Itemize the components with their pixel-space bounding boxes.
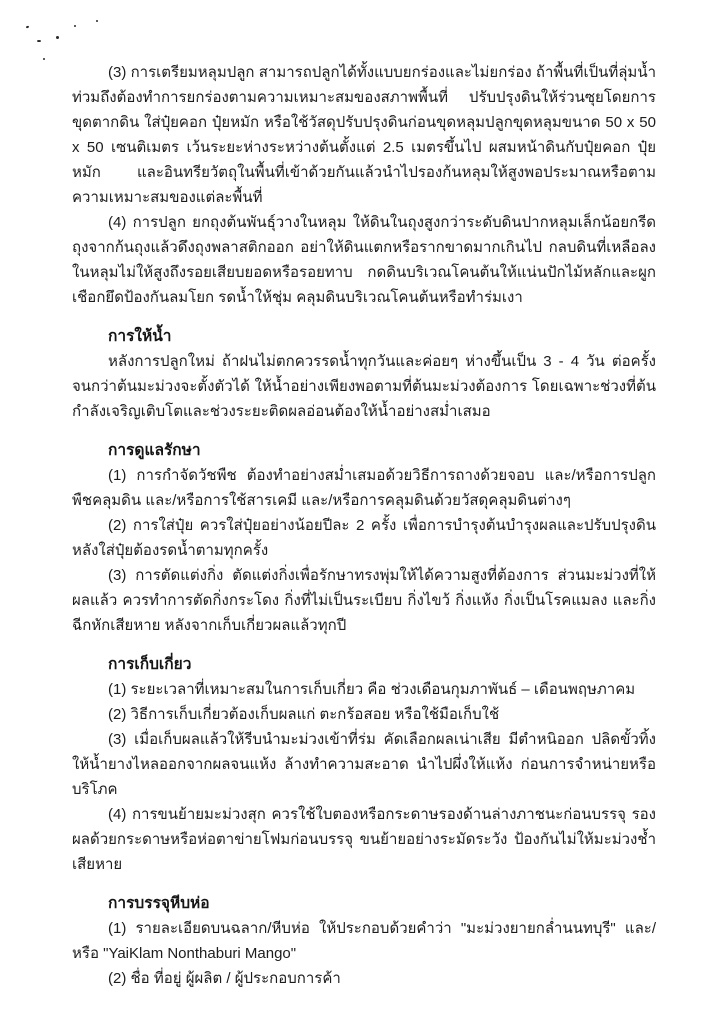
scan-speckle: [26, 26, 30, 29]
paragraph-post-harvest-handling: (3) เมื่อเก็บผลแล้วให้รีบนำมะม่วงเข้าที่ร่ม คัดเลือกผลเน่าเสีย มีตำหนิออก ปลิดขั้วทิ้งให้น้ำยางไหลออกจากผลจนแห้ง ล้างทำความสะอาด นำไปผึ่งให้แห้ง ก่อนการจำหน่ายหรือบริโภค: [72, 731, 656, 798]
scan-speckle: [37, 40, 41, 42]
paragraph-fertilizing: (2) การใส่ปุ๋ย ควรใส่ปุ๋ยอย่างน้อยปีละ 2 ครั้ง เพื่อการบำรุงต้นบำรุงผลและปรับปรุงดิน หลังใส่ปุ๋ยต้องรดน้ำตามทุกครั้ง: [72, 517, 656, 559]
paragraph-producer-info: (2) ชื่อ ที่อยู่ ผู้ผลิต / ผู้ประกอบการค้า: [108, 970, 341, 987]
paragraph-label-details: (1) รายละเอียดบนฉลาก/หีบห่อ ให้ประกอบด้วยคำว่า "มะม่วงยายกล่ำนนทบุรี" และ/หรือ "YaiKlam Nonthaburi Mango": [72, 920, 656, 962]
scan-speckle: [96, 20, 98, 22]
paragraph-ripe-mango-transport: (4) การขนย้ายมะม่วงสุก ควรใช้ใบตองหรือกระดาษรองด้านล่างภาชนะก่อนบรรจุ รองผลด้วยกระดาษหรือห่อตาข่ายโฟมก่อนบรรจุ ขนย้ายอย่างระมัดระวัง ป้องกันไม่ให้มะม่วงช้ำ เสียหาย: [72, 806, 656, 873]
heading-watering: การให้น้ำ: [108, 328, 172, 345]
document-body: [72, 60, 656, 991]
heading-packaging: การบรรจุหีบห่อ: [108, 895, 210, 912]
scan-speckle: [56, 36, 59, 39]
paragraph-harvest-method: (2) วิธีการเก็บเกี่ยวต้องเก็บผลแก่ ตะกร้อสอย หรือใช้มือเก็บใช้: [108, 706, 500, 723]
heading-harvesting: การเก็บเกี่ยว: [108, 656, 192, 673]
paragraph-planting-hole-prep: (3) การเตรียมหลุมปลูก สามารถปลูกได้ทั้งแบบยกร่องและไม่ยกร่อง ถ้าพื้นที่เป็นที่ลุ่มน้ำท่วมถึงต้องทำการยกร่องตามความเหมาะสมของสภาพพื้นที่ ปรับปรุงดินให้ร่วนซุยโดยการขุดตากดิน ใส่ปุ๋ยคอก ปุ๋ยหมัก หรือใช้วัสดุปรับปรุงดินก่อนขุดหลุมปลูกขุดหลุมขนาด 50 x 50 x 50 เซนติเมตร เว้นระยะห่างระหว่างต้นตั้งแต่ 2.5 เมตรขึ้นไป ผสมหน้าดินกับปุ๋ยคอก ปุ๋ยหมัก และอินทรียวัตถุในพื้นที่เข้าด้วยกันแล้วนำไปรองก้นหลุมให้สูงพอประมาณหรือตามความเหมาะสมของแต่ละพื้นที่: [72, 64, 656, 206]
paragraph-weed-control: (1) การกำจัดวัชพืช ต้องทำอย่างสม่ำเสมอด้วยวิธีการถางด้วยจอบ และ/หรือการปลูกพืชคลุมดิน และ/หรือการใช้สารเคมี และ/หรือการคลุมดินด้วยวัสดุคลุมดินต่างๆ: [72, 467, 656, 509]
paragraph-planting-method: (4) การปลูก ยกถุงต้นพันธุ์วางในหลุม ให้ดินในถุงสูงกว่าระดับดินปากหลุมเล็กน้อยกรีดถุงจากก้นถุงแล้วดึงถุงพลาสติกออก อย่าให้ดินแตกหรือรากขาดมากเกินไป กลบดินที่เหลือลงในหลุมไม่ให้สูงถึงรอยเสียบยอดหรือรอยทาบ กดดินบริเวณโคนต้นให้แน่นปักไม้หลักและผูกเชือกยึดป้องกันลมโยก รดน้ำให้ชุ่ม คลุมดินบริเวณโคนต้นหรือทำร่มเงา: [72, 214, 656, 306]
scan-speckle: [43, 58, 45, 60]
paragraph-harvest-period: (1) ระยะเวลาที่เหมาะสมในการเก็บเกี่ยว คือ ช่วงเดือนกุมภาพันธ์ – เดือนพฤษภาคม: [108, 681, 636, 698]
paragraph-watering: หลังการปลูกใหม่ ถ้าฝนไม่ตกควรรดน้ำทุกวันและค่อยๆ ห่างขึ้นเป็น 3 - 4 วัน ต่อครั้ง จนกว่าต้นมะม่วงจะตั้งตัวได้ ให้น้ำอย่างเพียงพอตามที่ต้นมะม่วงต้องการ โดยเฉพาะช่วงที่ต้นกำลังเจริญเติบโตและช่วงระยะติดผลอ่อนต้องให้น้ำอย่างสม่ำเสมอ: [72, 353, 656, 420]
scan-speckle: [74, 25, 76, 27]
paragraph-pruning: (3) การตัดแต่งกิ่ง ตัดแต่งกิ่งเพื่อรักษาทรงพุ่มให้ได้ความสูงที่ต้องการ ส่วนมะม่วงที่ให้ผลแล้ว ควรทำการตัดกิ่งกระโดง กิ่งที่ไม่เป็นระเบียบ กิ่งไขว้ กิ่งแห้ง กิ่งเป็นโรคแมลง และกิ่งฉีกหักเสียหาย หลังจากเก็บเกี่ยวผลแล้วทุกปี: [72, 567, 656, 634]
heading-maintenance: การดูแลรักษา: [108, 442, 201, 459]
